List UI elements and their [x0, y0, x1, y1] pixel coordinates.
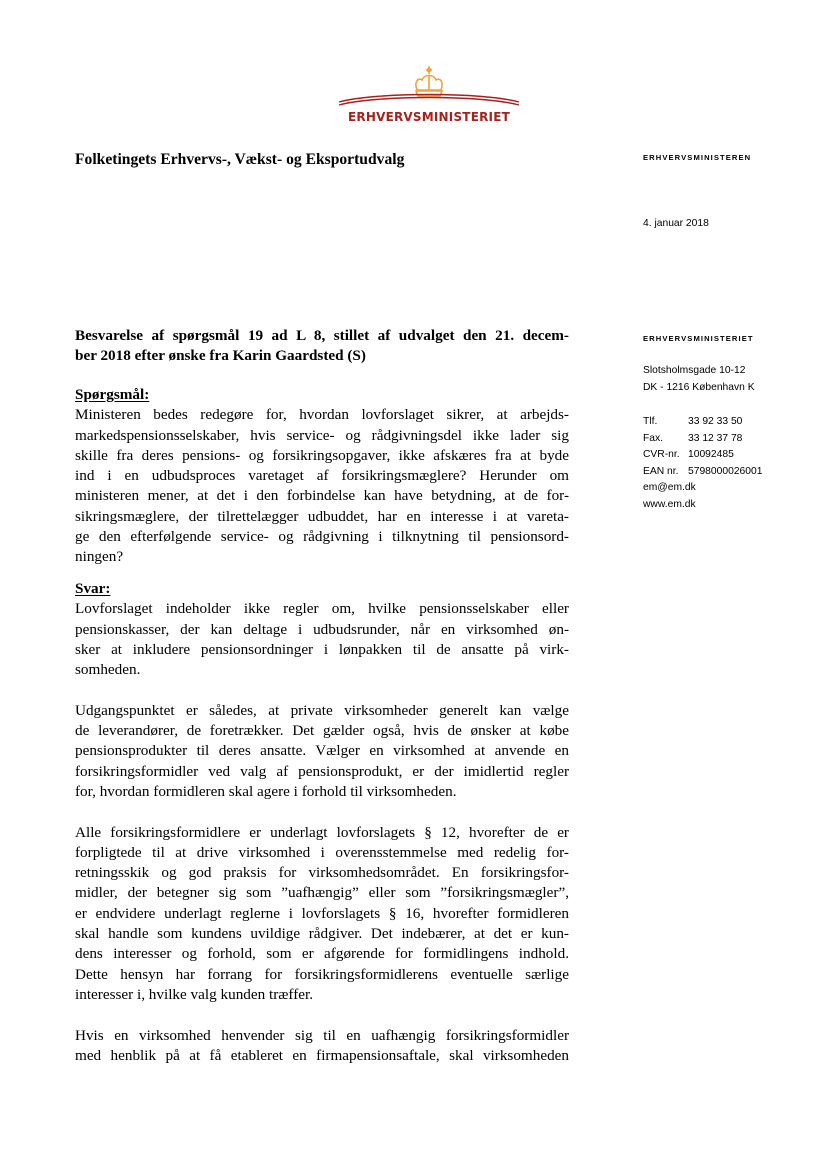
- contact-value: 33 92 33 50: [688, 416, 743, 427]
- body-line: somheden.: [75, 661, 141, 679]
- answer-paragraph: [75, 823, 569, 1006]
- body-line: ge den efterfølgende service- og rådgivning i tilknytning til pensionsord-: [75, 528, 569, 546]
- contact-ean: [643, 464, 762, 481]
- body-line: midler, der betegner sig som ”uafhængig” eller som ”forsikringsmægler”,: [75, 884, 569, 902]
- body-line: skille fra deres pensions- og forsikringsopgaver, ikke afskæres fra at byde: [75, 446, 569, 464]
- body-line: interesser i, hvilke valg kunden træffer.: [75, 985, 314, 1003]
- recipient-name: Folketingets Erhvervs-, Vækst- og Eksportudvalg: [75, 151, 405, 168]
- body-line: forpligtede til at drive virksomhed i overensstemmelse med redelig for-: [75, 843, 569, 861]
- contact-value: 10092485: [688, 449, 734, 460]
- body-line: ind i en udbudsproces varetaget af forsikringsmæglere? Herunder om: [75, 467, 569, 485]
- contact-label: EAN nr.: [643, 465, 679, 477]
- question-section: [75, 385, 569, 568]
- letter-date: 4. januar 2018: [643, 218, 709, 229]
- body-line: pensionskasser, der kan deltage i udbudsrunder, når en virksomhed øn-: [75, 620, 569, 638]
- body-line: ningen?: [75, 548, 124, 566]
- body-line: med henblik på at få etableret en firmapensionsaftale, skal virksomheden: [75, 1046, 569, 1064]
- contact-label: Fax.: [643, 432, 664, 444]
- contact-email-link[interactable]: em@em.dk: [643, 482, 696, 493]
- address-block: [643, 363, 755, 396]
- body-line: markedspensionsselskaber, hvis service- og rådgivningsdel ikke lader sig: [75, 426, 569, 444]
- answer-section: [75, 579, 569, 1066]
- body-line: de leverandører, de foretrækker. Det gælder også, hvis de ønsker at købe: [75, 722, 569, 740]
- contact-value: 5798000026001: [688, 465, 763, 477]
- title-line: ber 2018 efter ønske fra Karin Gaardsted (S): [75, 347, 366, 365]
- body-line: pensionsprodukter til deres ansatte. Vælger en virksomhed at anvende en: [75, 742, 569, 760]
- ministry-label: ERHVERVSMINISTERIET: [643, 334, 754, 343]
- crown-icon: [336, 64, 522, 110]
- contact-label: Tlf.: [643, 416, 658, 427]
- minister-label: ERHVERVSMINISTEREN: [643, 153, 752, 162]
- body-line: Alle forsikringsformidlere er underlagt lovforslagets § 12, hvorefter de er: [75, 823, 569, 841]
- answer-paragraph: [75, 599, 569, 680]
- body-line: forsikringsformidler ved valg af pensionsprodukt, er der imidlertid regler: [75, 762, 569, 780]
- body-line: Ministeren bedes redegøre for, hvordan lovforslaget sikrer, at arbejds-: [75, 406, 569, 424]
- body-line: Dette hensyn har forrang for forsikringsformidlerens eventuelle særlige: [75, 965, 569, 983]
- contact-website-link[interactable]: www.em.dk: [643, 498, 696, 510]
- answer-paragraph: [75, 701, 569, 802]
- contact-phone: [643, 414, 762, 431]
- address-street: Slotsholmsgade 10-12: [643, 365, 746, 376]
- contact-fax: [643, 431, 762, 448]
- address-city: DK - 1216 København K: [643, 381, 755, 393]
- body-line: sker at inkludere pensionsordninger i lønpakken til de ansatte på virk-: [75, 640, 569, 658]
- contact-value: 33 12 37 78: [688, 432, 743, 444]
- contact-cvr: [643, 447, 762, 464]
- body-line: dens interesser og forhold, som er afgørende for formidlingens indhold.: [75, 945, 569, 963]
- question-heading: Spørgsmål:: [75, 386, 150, 403]
- answer-paragraph: [75, 1026, 569, 1067]
- body-line: er endvidere underlagt reglerne i lovforslagets § 16, hvorefter formidleren: [75, 904, 569, 922]
- question-body: [75, 405, 569, 567]
- body-line: Udgangspunktet er således, at private virksomheder generelt kan vælge: [75, 701, 569, 719]
- body-line: Lovforslaget indeholder ikke regler om, hvilke pensionsselskaber eller: [75, 600, 569, 618]
- answer-heading: Svar:: [75, 580, 111, 597]
- body-line: sikringsmæglere, der tilrettelægger udbuddet, har en interesse i at vareta-: [75, 507, 569, 525]
- body-line: for, hvordan formidleren skal agere i forhold til virksomheden.: [75, 782, 457, 800]
- ministry-logo: [336, 64, 522, 128]
- body-line: ministeren mener, at det i den forbindelse kan have betydning, at de for-: [75, 487, 569, 505]
- logo-wordmark: ERHVERVSMINISTERIET: [348, 110, 510, 124]
- body-line: retningsskik og god praksis for virksomhedsområdet. En forsikringsfor-: [75, 864, 569, 882]
- contact-block: [643, 414, 762, 513]
- title-line: Besvarelse af spørgsmål 19 ad L 8, stillet af udvalget den 21. decem-: [75, 327, 569, 344]
- body-line: Hvis en virksomhed henvender sig til en uafhængig forsikringsformidler: [75, 1026, 569, 1044]
- body-line: skal handle som kundens uvildige rådgiver. Det indebærer, at det er kun-: [75, 925, 569, 943]
- contact-label: CVR-nr.: [643, 449, 680, 460]
- letter-title: [75, 326, 569, 367]
